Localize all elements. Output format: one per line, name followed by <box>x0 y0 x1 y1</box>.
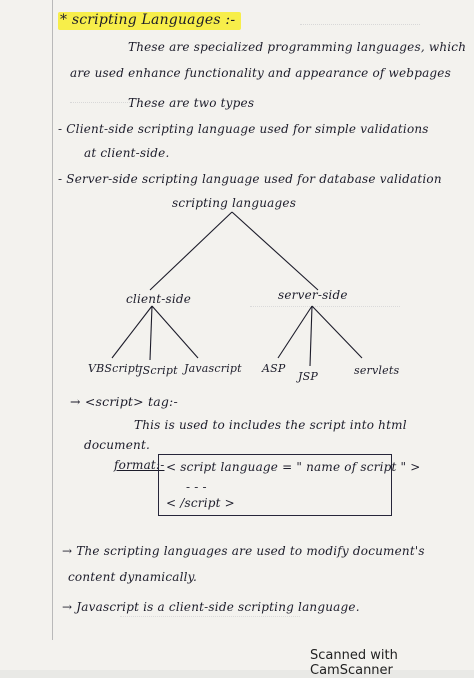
tree-leaf-vbscript: VBScript <box>88 362 140 375</box>
script-tag-line-2: document. <box>84 438 151 452</box>
format-box-line-2: - - - <box>186 480 207 494</box>
tree-leaf-servlets: servlets <box>354 364 400 377</box>
note-1-line-1: → The scripting languages are used to modify document's <box>62 544 425 558</box>
tree-edge <box>312 306 362 358</box>
tree-edge <box>150 306 152 360</box>
section-title: * scripting Languages :- <box>58 12 241 30</box>
tree-leaf-asp: ASP <box>262 362 286 375</box>
intro-line-1: These are specialized programming languages, which <box>128 40 467 54</box>
note-1-line-2: content dynamically. <box>68 570 198 584</box>
tree-node-client-side: client-side <box>126 292 192 306</box>
client-side-continuation: at client-side. <box>84 146 170 160</box>
tree-edge <box>232 212 318 290</box>
intro-line-2: are used enhance functionality and appearance of webpages <box>70 66 451 80</box>
tree-edge <box>278 306 312 358</box>
tree-edge <box>150 212 232 290</box>
tree-node-server-side: server-side <box>278 288 348 302</box>
note-2: → Javascript is a client-side scripting language. <box>62 600 360 614</box>
format-box-line-3: < /script > <box>166 496 235 510</box>
tree-leaf-jsp: JSP <box>298 370 318 383</box>
tree-edge <box>112 306 152 358</box>
script-tag-line-1: This is used to includes the script into html <box>134 418 407 432</box>
server-side-line: - Server-side scripting language used for database validation <box>58 172 442 186</box>
format-label: format:- <box>114 458 165 472</box>
format-box-line-1: < script language = " name of script " > <box>166 460 421 474</box>
tree-edge <box>310 306 312 366</box>
script-tag-heading: → <script> tag:- <box>70 394 178 409</box>
tree-root-label: scripting languages <box>172 196 297 210</box>
camscanner-watermark: Scanned with CamScanner <box>310 648 398 678</box>
types-heading: These are two types <box>128 96 255 110</box>
tree-leaf-javascript: Javascript <box>184 362 242 375</box>
client-side-line: - Client-side scripting language used for simple validations <box>58 122 429 136</box>
tree-leaf-jscript: JScript <box>138 364 178 377</box>
tree-edge <box>152 306 198 358</box>
